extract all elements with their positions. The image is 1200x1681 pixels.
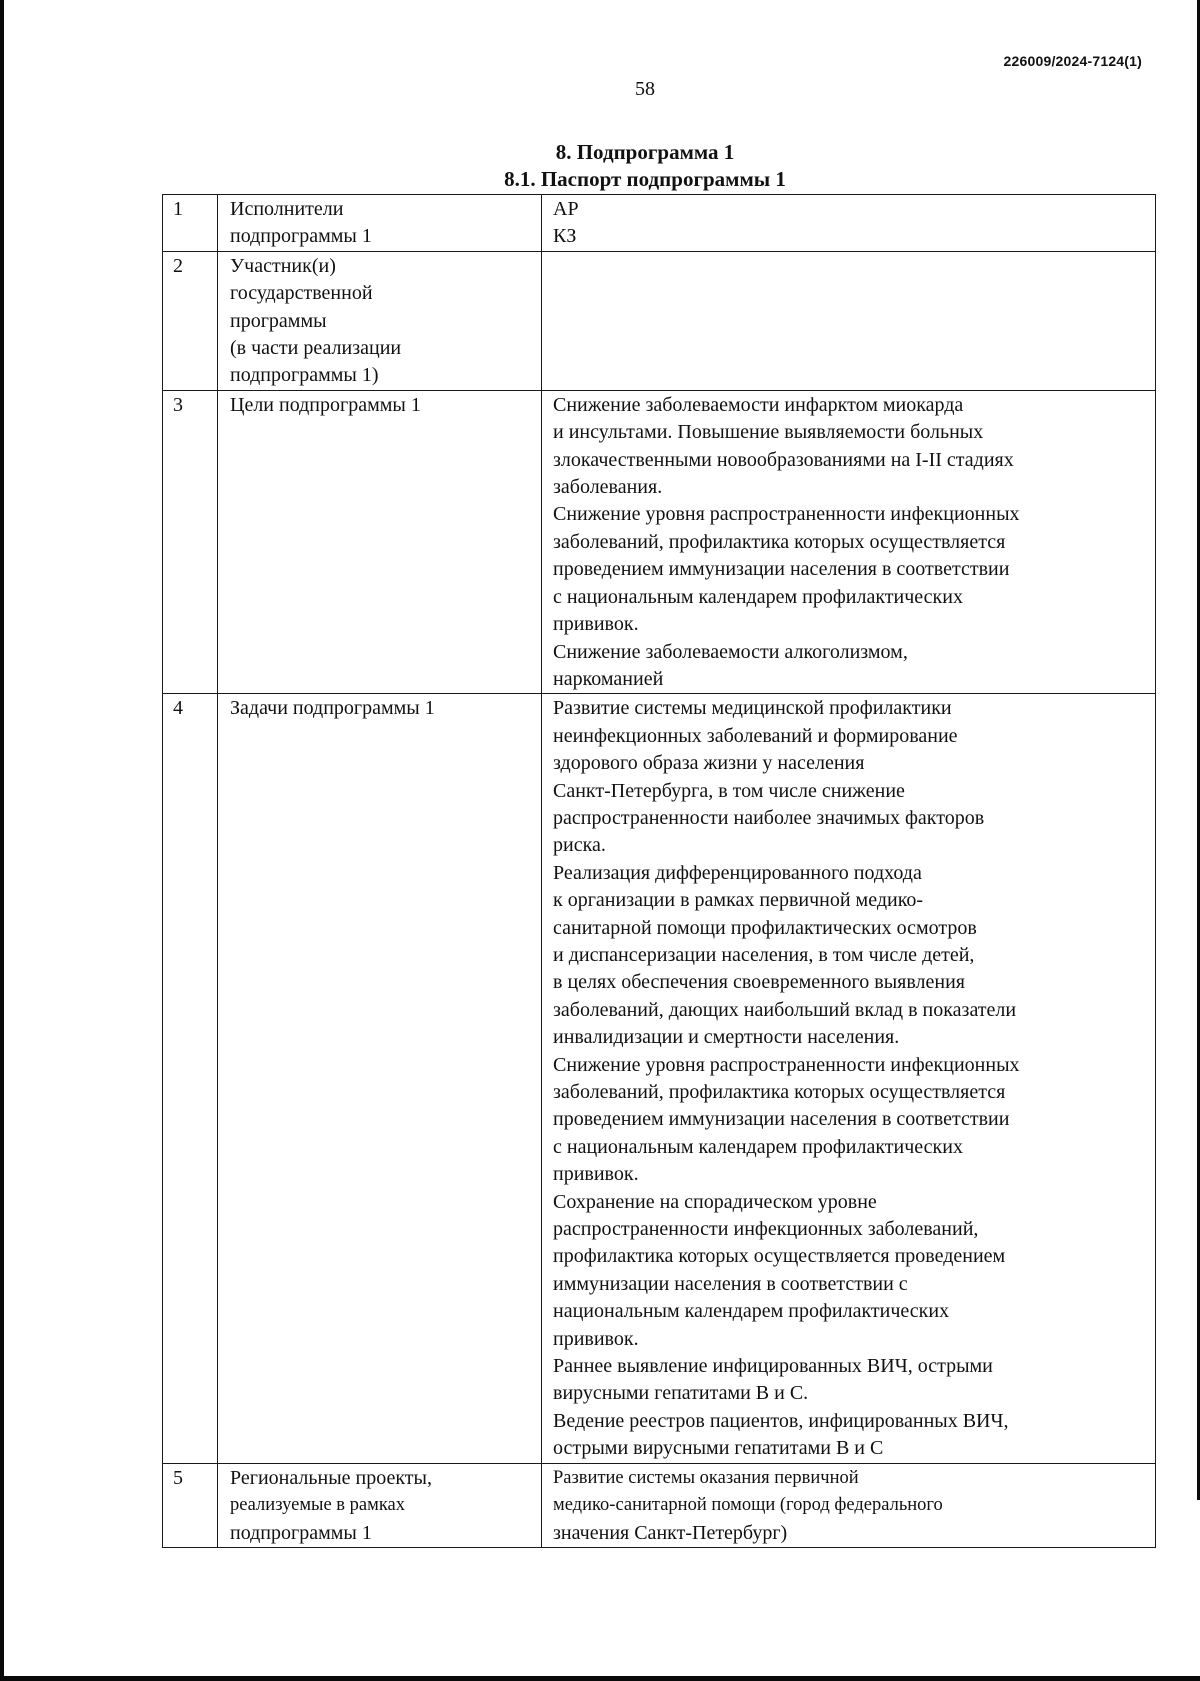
content-line: заболевания. bbox=[553, 476, 663, 499]
table-row bbox=[163, 694, 1156, 1463]
content-line: прививок. bbox=[553, 613, 639, 636]
content-line: вирусными гепатитами В и С. bbox=[553, 1382, 809, 1405]
row-label bbox=[218, 1463, 542, 1547]
content-line: и диспансеризации населения, в том числе детей, bbox=[553, 943, 975, 966]
content-line: Снижение заболеваемости инфарктом миокарда bbox=[553, 393, 964, 416]
row-content bbox=[542, 195, 1156, 252]
content-line: Санкт-Петербурга, в том числе снижение bbox=[553, 779, 905, 802]
subprogram-passport-table bbox=[162, 194, 1156, 1548]
row-number: 4 bbox=[163, 694, 218, 1463]
label-line: Цели подпрограммы 1 bbox=[230, 393, 421, 416]
content-line: к организации в рамках первичной медико- bbox=[553, 889, 924, 912]
content-line: заболеваний, профилактика которых осуществляется bbox=[553, 530, 1006, 553]
row-label bbox=[218, 694, 542, 1463]
content-line: с национальным календарем профилактических bbox=[553, 1135, 963, 1158]
content-line: проведением иммунизации населения в соответствии bbox=[553, 1108, 1010, 1131]
content-line: неинфекционных заболеваний и формирование bbox=[553, 724, 958, 747]
label-line: Исполнители bbox=[230, 198, 344, 220]
row-number: 3 bbox=[163, 390, 218, 693]
content-line: Развитие системы медицинской профилактики bbox=[553, 697, 952, 720]
content-line: злокачественными новообразованиями на I-II стадиях bbox=[553, 448, 1014, 471]
content-line: профилактика которых осуществляется проведением bbox=[553, 1245, 1006, 1268]
content-line: распространенности наиболее значимых факторов bbox=[553, 806, 985, 829]
content-line: Реализация дифференцированного подхода bbox=[553, 861, 922, 884]
content-line: и инсультами. Повышение выявляемости больных bbox=[553, 421, 984, 444]
table-row bbox=[163, 251, 1156, 390]
content-line: здорового образа жизни у населения bbox=[553, 752, 865, 775]
content-line: с национальным календарем профилактических bbox=[553, 585, 963, 608]
label-line: Региональные проекты, bbox=[230, 1466, 432, 1489]
label-line: государственной bbox=[230, 282, 373, 305]
content-line: заболеваний, дающих наибольший вклад в показатели bbox=[553, 998, 1017, 1021]
content-line: санитарной помощи профилактических осмотров bbox=[553, 916, 977, 939]
section-title: 8. Подпрограмма 1 bbox=[555, 140, 735, 164]
content-line: прививок. bbox=[553, 1327, 639, 1350]
content-line: острыми вирусными гепатитами В и С bbox=[553, 1437, 884, 1460]
content-line: Снижение заболеваемости алкоголизмом, bbox=[553, 640, 908, 663]
content-line: риска. bbox=[553, 834, 606, 857]
content-line: Развитие системы оказания первичной bbox=[553, 1467, 859, 1488]
document-id: 226009/2024-7124(1) bbox=[1003, 53, 1142, 69]
content-line: распространенности инфекционных заболеваний, bbox=[553, 1218, 979, 1241]
label-line: реализуемые в рамках bbox=[230, 1495, 406, 1516]
content-line: заболеваний, профилактика которых осуществляется bbox=[553, 1081, 1006, 1103]
content-line: медико-санитарной помощи (город федерального bbox=[553, 1495, 943, 1516]
section-subtitle: 8.1. Паспорт подпрограммы 1 bbox=[504, 167, 786, 191]
row-number: 5 bbox=[163, 1463, 218, 1547]
row-content bbox=[542, 694, 1156, 1463]
content-line: Раннее выявление инфицированных ВИЧ, острыми bbox=[553, 1355, 993, 1378]
row-number: 1 bbox=[163, 195, 218, 252]
row-content bbox=[542, 251, 1156, 390]
row-content bbox=[542, 1463, 1156, 1547]
table-row bbox=[163, 1463, 1156, 1547]
content-line: национальным календарем профилактических bbox=[553, 1300, 950, 1323]
content-line: наркоманией bbox=[553, 667, 664, 690]
content-line: иммунизации населения в соответствии с bbox=[553, 1272, 908, 1295]
content-line: АР bbox=[553, 198, 579, 220]
row-number: 2 bbox=[163, 251, 218, 390]
content-line: инвалидизации и смертности населения. bbox=[553, 1026, 900, 1049]
content-line: Снижение уровня распространенности инфекционных bbox=[553, 1053, 1020, 1076]
page-number: 58 bbox=[635, 78, 655, 100]
row-label bbox=[218, 195, 542, 252]
label-line: программы bbox=[230, 309, 327, 332]
table-row bbox=[163, 195, 1156, 252]
content-line: Сохранение на спорадическом уровне bbox=[553, 1190, 877, 1213]
row-label bbox=[218, 251, 542, 390]
content-line: в целях обеспечения своевременного выявления bbox=[553, 971, 965, 994]
label-line: (в части реализации bbox=[230, 337, 402, 360]
table-row bbox=[163, 390, 1156, 693]
label-line: подпрограммы 1 bbox=[230, 1521, 372, 1544]
content-line: прививок. bbox=[553, 1163, 639, 1186]
content-line: Ведение реестров пациентов, инфицированных ВИЧ, bbox=[553, 1409, 1009, 1432]
scan-border-left bbox=[0, 0, 4, 1681]
row-content bbox=[542, 390, 1156, 693]
content-line: проведением иммунизации населения в соответствии bbox=[553, 558, 1010, 581]
row-label bbox=[218, 390, 542, 693]
label-line: Участник(и) bbox=[230, 254, 336, 277]
label-line: Задачи подпрограммы 1 bbox=[230, 697, 435, 720]
scan-border-bottom bbox=[0, 1676, 1200, 1681]
label-line: подпрограммы 1) bbox=[230, 364, 379, 387]
label-line: подпрограммы 1 bbox=[230, 225, 372, 248]
content-line: Снижение уровня распространенности инфекционных bbox=[553, 503, 1020, 526]
content-line: КЗ bbox=[553, 225, 577, 248]
content-line: значения Санкт-Петербург) bbox=[553, 1521, 788, 1544]
